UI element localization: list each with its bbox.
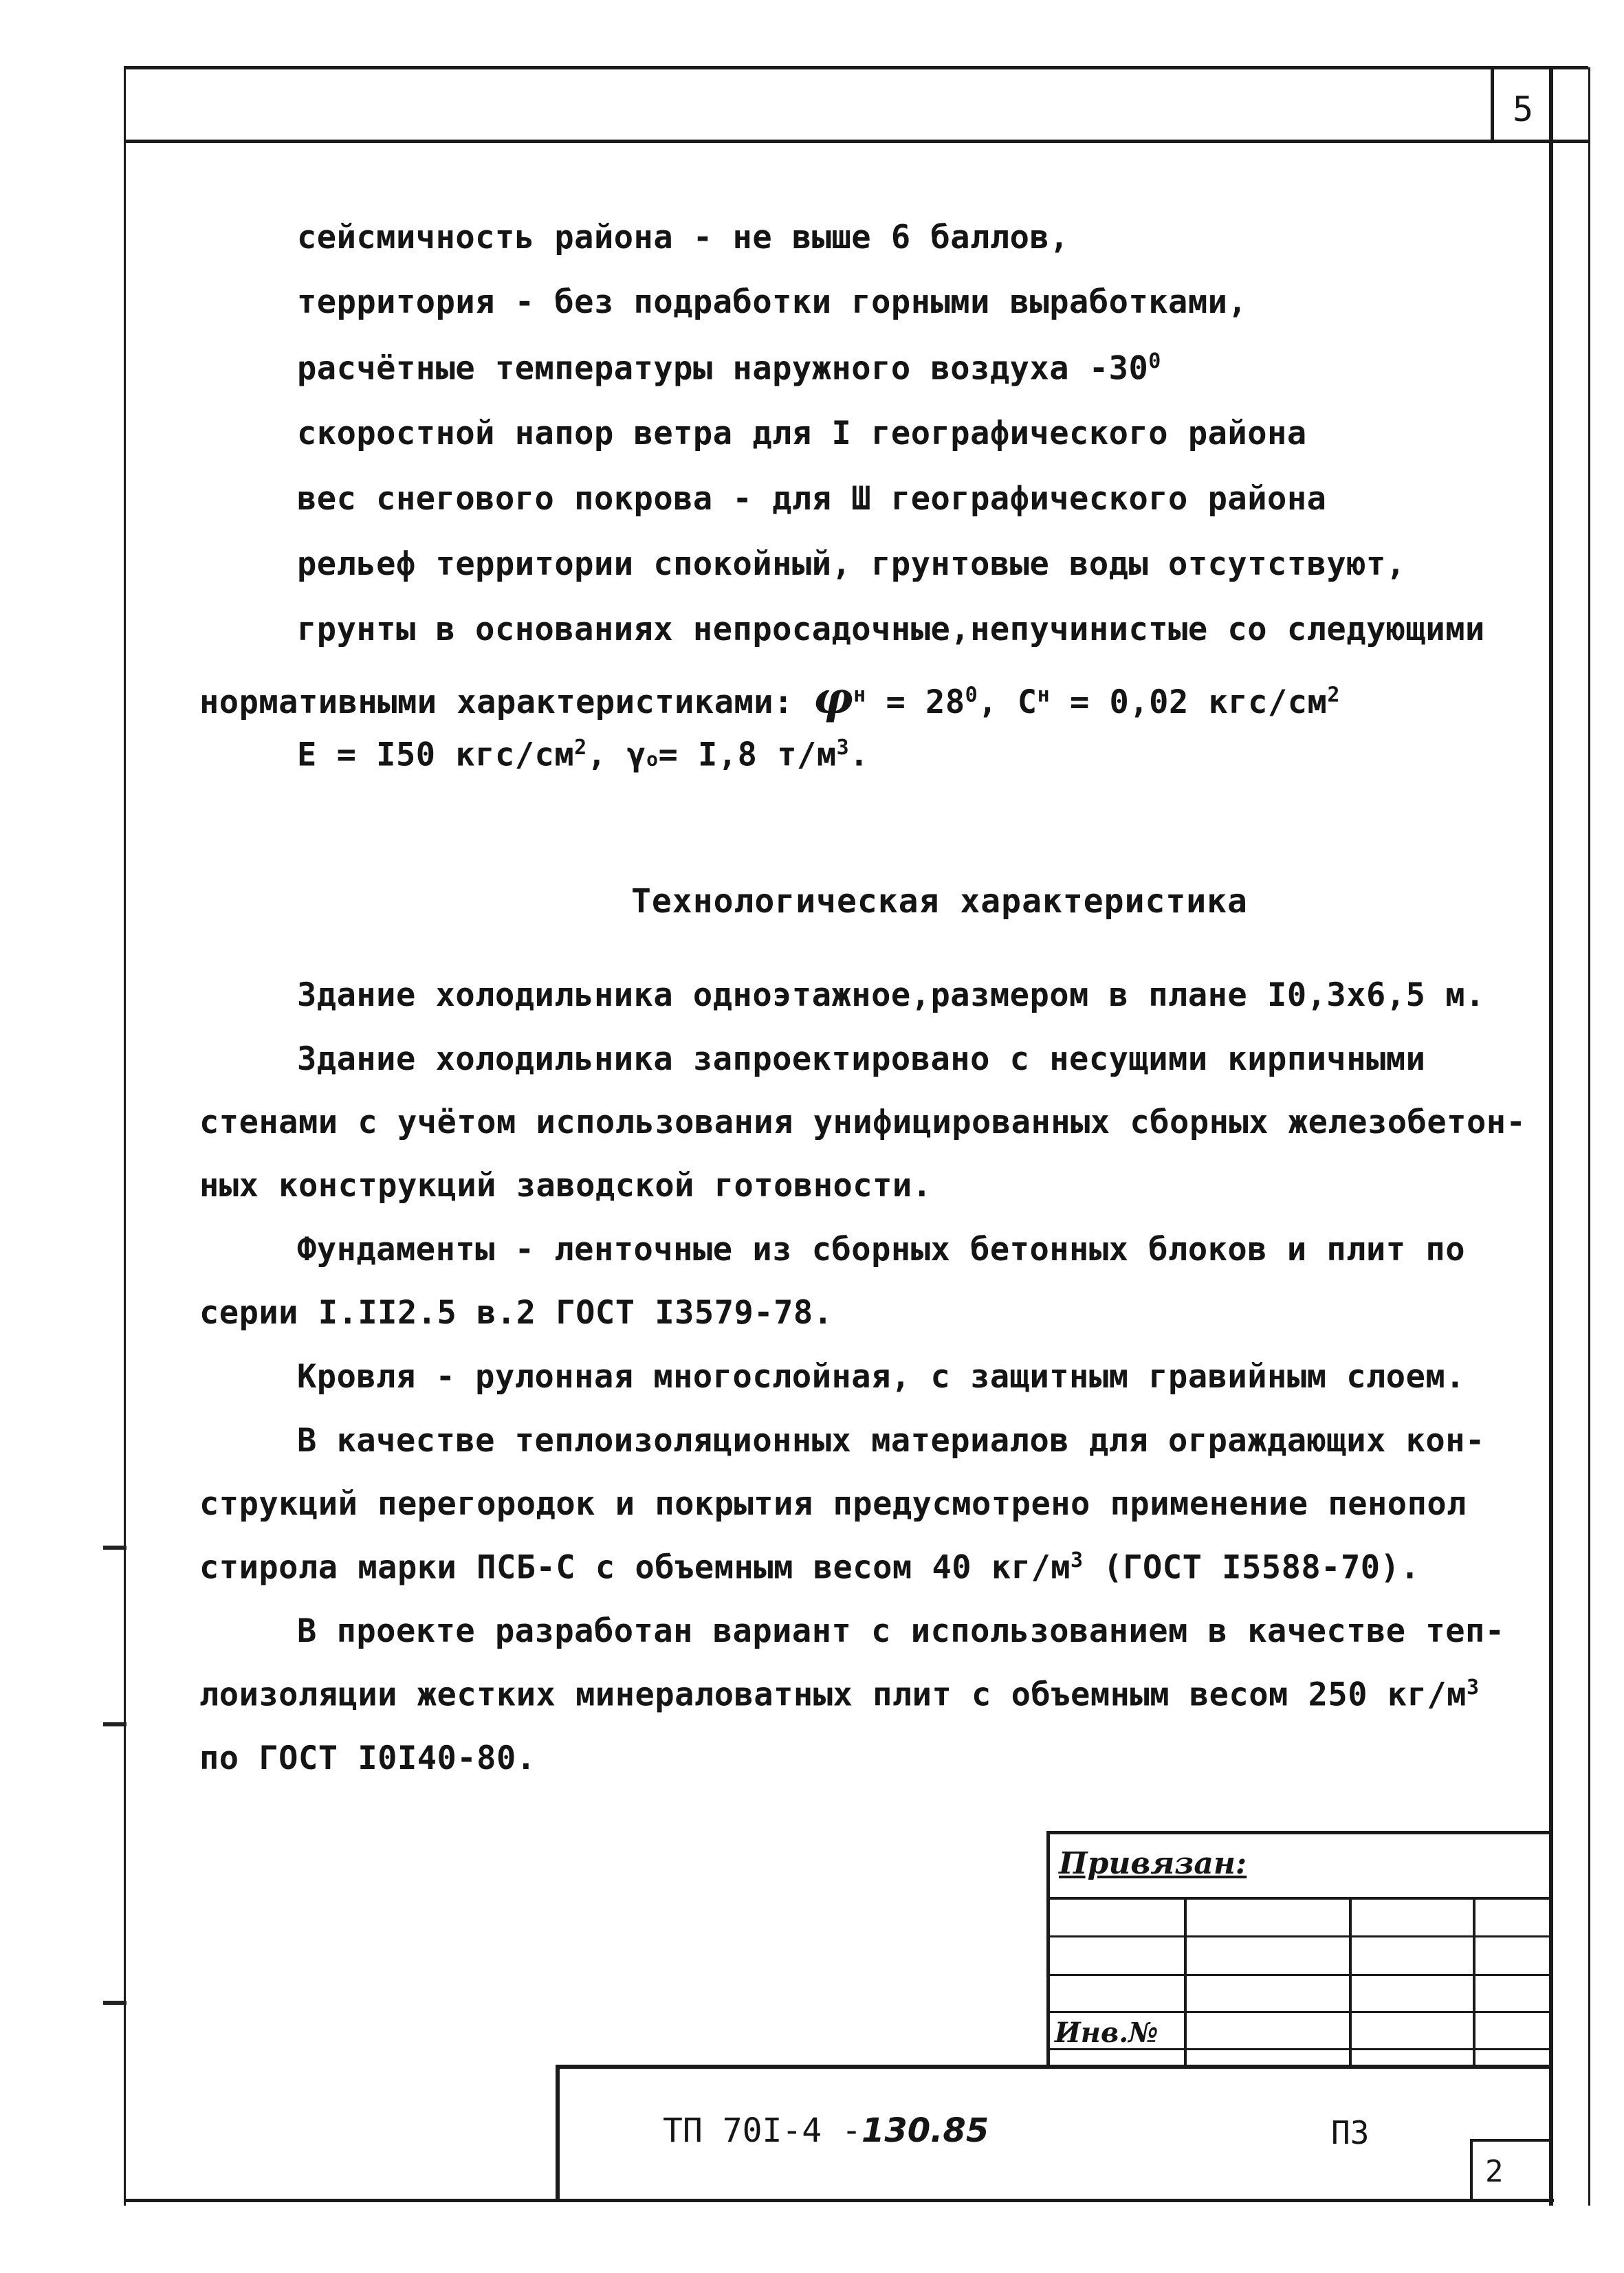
text-line: Фундаменты - ленточные из сборных бетонных блоков и плит по	[297, 1231, 1465, 1269]
top-border-line	[124, 66, 1588, 69]
text-line: вес снегового покрова - для Ш географического района	[297, 480, 1327, 518]
binding-stamp	[1046, 1831, 1552, 2065]
margin-tick	[103, 1722, 127, 1726]
left-border-line	[124, 67, 126, 2206]
text-line: В качестве теплоизоляционных материалов для ограждающих кон-	[297, 1422, 1485, 1460]
text-line: стенами с учётом использования унифицированных сборных железобетон-	[199, 1103, 1526, 1141]
text-line: Здание холодильника запроектировано с несущими кирпичными	[297, 1040, 1426, 1078]
text-line: стирола марки ПСБ-С с объемным весом 40 $кг/м^3$ (ГОСТ I5588-70).	[199, 1548, 1420, 1587]
text-line: грунты в основаниях непросадочные,непучинистые со следующими	[297, 611, 1485, 648]
margin-tick	[103, 1546, 127, 1550]
text-line: В проекте разработан вариант с использованием в качестве теп-	[297, 1612, 1505, 1650]
stamp-label: Привязан:	[1059, 1846, 1247, 1881]
header-rule	[124, 140, 1588, 143]
text-line: ных конструкций заводской готовности.	[199, 1167, 932, 1205]
text-line: территория - без подработки горными выработками,	[297, 283, 1248, 321]
text-line: по ГОСТ I0I40-80.	[199, 1739, 536, 1777]
drawing-code: ТП 70I-4 -130.85	[663, 2111, 989, 2150]
inventory-label: Инв.№	[1055, 2017, 1159, 2049]
text-line: скоростной напор ветра для I географического района	[297, 415, 1307, 452]
margin-tick	[103, 2001, 127, 2005]
section-title: Технологическая характеристика	[631, 882, 1248, 921]
text-line: Кровля - рулонная многослойная, с защитным гравийным слоем.	[297, 1358, 1465, 1396]
text-line: рельеф территории спокойный, грунтовые воды отсутствуют,	[297, 545, 1406, 583]
text-line: серии I.II2.5 в.2 ГОСТ I3579-78.	[199, 1294, 833, 1332]
text-line: сейсмичность района - не выше 6 баллов,	[297, 219, 1070, 256]
text-line: E = I50 кгс/$см^2$, γo= I,8 $т/м^3$.	[297, 736, 869, 774]
right-outer-line	[1588, 67, 1590, 2206]
text-line: лоизоляции жестких минераловатных плит с объемным весом 250 $кг/м^3$	[199, 1676, 1480, 1714]
text-line: Здание холодильника одноэтажное,размером в плане I0,3х6,5 м.	[297, 976, 1485, 1014]
text-line: нормативными характеристиками: $\varphi^н = 28^0$, $C^н = 0,02$ кгс/$см^2$	[199, 672, 1340, 724]
page-number: 5	[1512, 89, 1534, 129]
title-block	[556, 2065, 1552, 2201]
sheet-code: ПЗ	[1331, 2114, 1370, 2151]
text-line: расчётные температуры наружного воздуха $-30^0$	[297, 349, 1161, 388]
text-line: струкций перегородок и покрытия предусмотрено применение пенопол	[199, 1485, 1467, 1523]
sheet-number: 2	[1485, 2154, 1504, 2189]
